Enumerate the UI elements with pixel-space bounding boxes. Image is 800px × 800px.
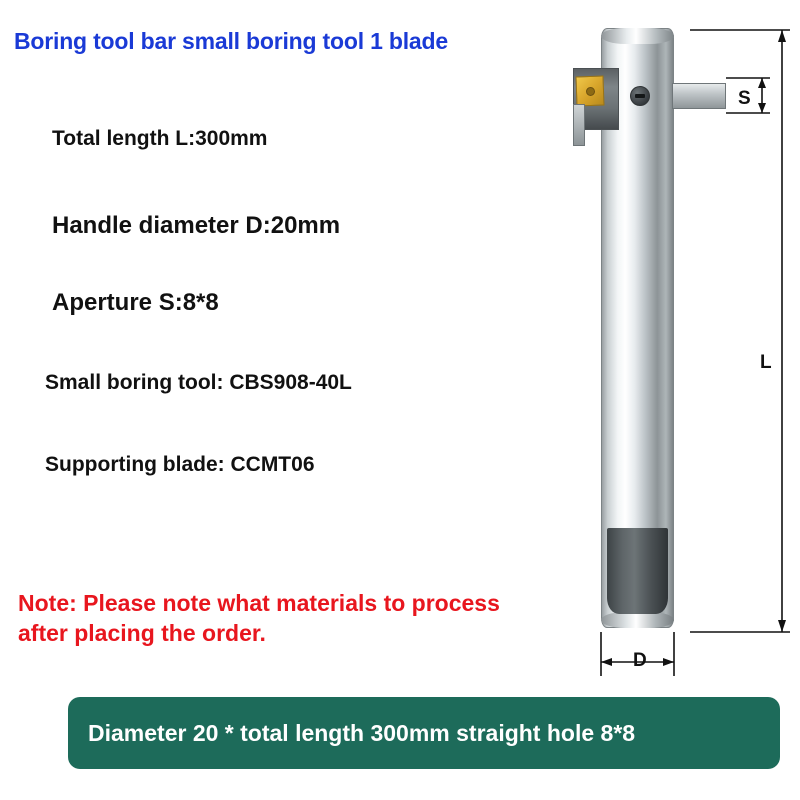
dark-tip bbox=[607, 528, 668, 614]
spec-small-boring-tool: Small boring tool: CBS908-40L bbox=[45, 371, 352, 394]
spec-supporting-blade: Supporting blade: CCMT06 bbox=[45, 453, 315, 476]
spec-total-length: Total length L:300mm bbox=[52, 127, 268, 150]
aperture-crossbar bbox=[672, 83, 726, 109]
product-summary-banner bbox=[68, 697, 780, 769]
spec-handle-diameter: Handle diameter D:20mm bbox=[52, 212, 341, 239]
boring-tool-illustration bbox=[520, 0, 800, 700]
order-note: Note: Please note what materials to process after placing the order. bbox=[18, 590, 500, 647]
carbide-insert bbox=[575, 76, 604, 107]
insert-side-plate bbox=[573, 104, 585, 146]
shank-bottom-cap bbox=[601, 612, 674, 628]
dimension-label-s: S bbox=[738, 88, 751, 109]
set-screw-slot-icon bbox=[635, 94, 645, 98]
spec-aperture: Aperture S:8*8 bbox=[52, 289, 219, 316]
shank-top-cap bbox=[601, 28, 674, 44]
dimension-label-d: D bbox=[633, 650, 647, 671]
product-summary-banner-label: Diameter 20 * total length 300mm straight hole 8*8 bbox=[88, 719, 636, 746]
page-title: Boring tool bar small boring tool 1 blade bbox=[14, 28, 448, 54]
dimension-label-l: L bbox=[760, 352, 772, 373]
insert-screw-hole bbox=[586, 87, 595, 96]
